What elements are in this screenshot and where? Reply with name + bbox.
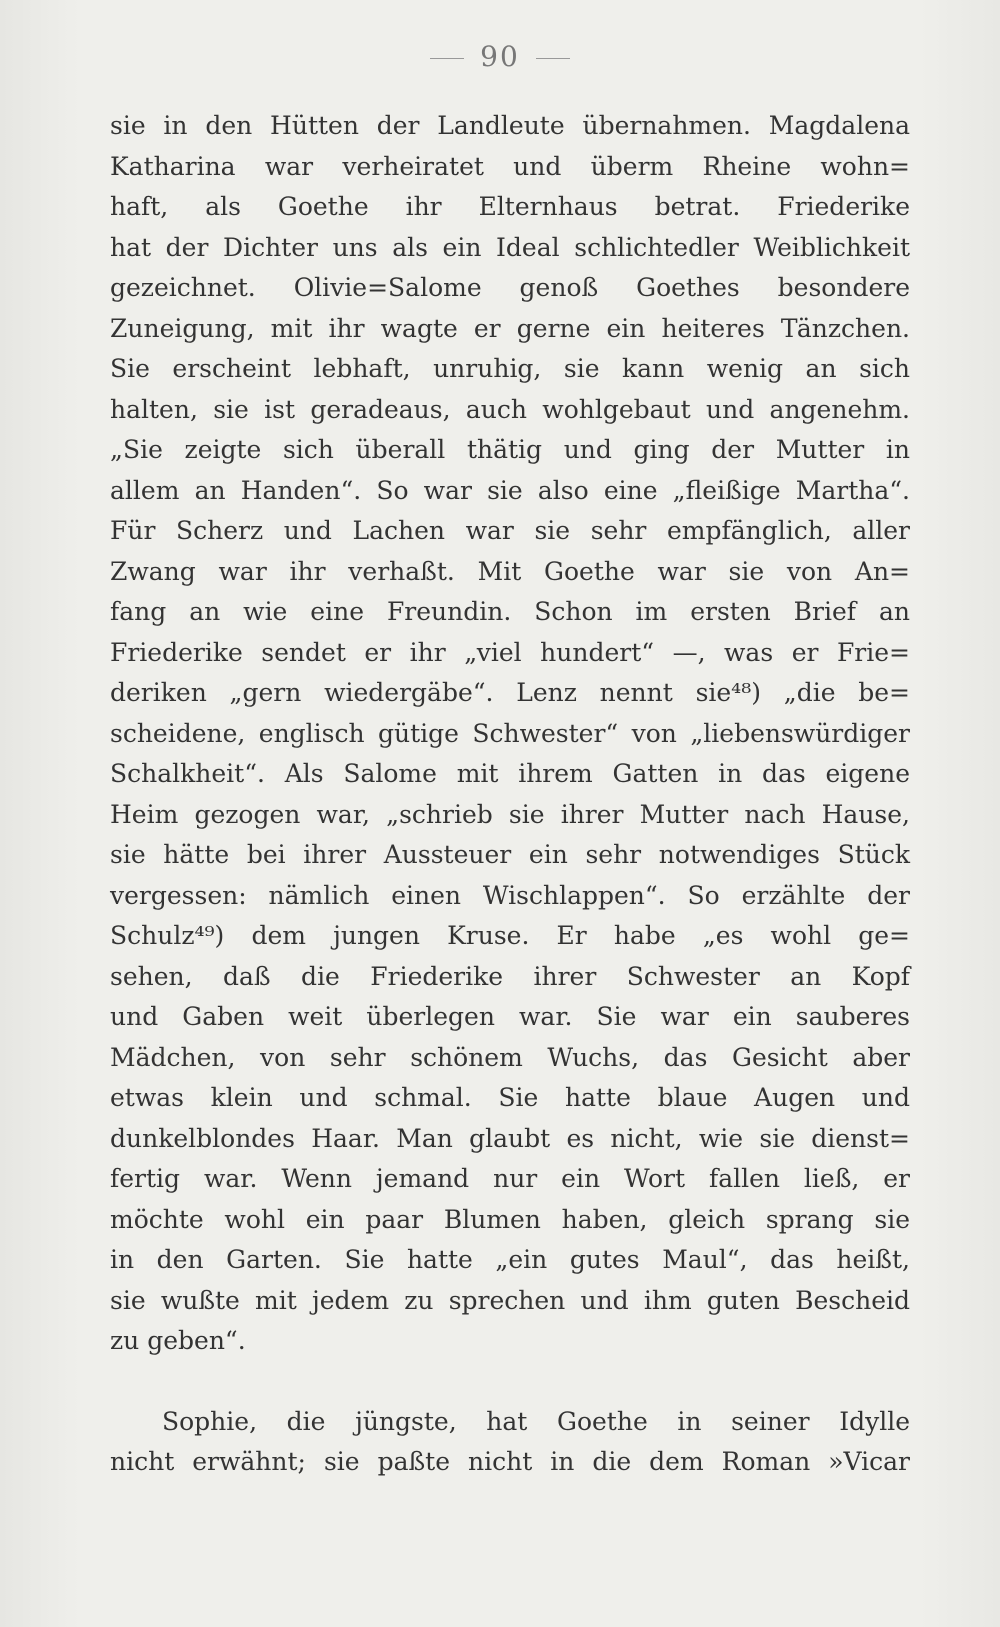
paragraph — [110, 1402, 910, 1483]
text-line: Heim gezogen war, „schrieb sie ihrer Mutter nach Hause, — [110, 799, 910, 829]
text-line: sie in den Hütten der Landleute übernahmen. Magdalena — [110, 111, 910, 140]
text-line: Sie erscheint lebhaft, unruhig, sie kann wenig an sich — [110, 354, 910, 383]
text-line: zu geben“. — [110, 1326, 246, 1355]
text-line: in den Garten. Sie hatte „ein gutes Maul“, das heißt, — [110, 1245, 910, 1274]
text-line: „Sie zeigte sich überall thätig und ging der Mutter in — [110, 435, 910, 464]
text-line: Zuneigung, mit ihr wagte er gerne ein heiteres Tänzchen. — [110, 313, 910, 343]
body-text — [110, 106, 910, 1483]
text-line: scheidene, englisch gütige Schwester“ von „liebenswürdiger — [110, 718, 910, 748]
text-line: fang an wie eine Freundin. Schon im ersten Brief an — [110, 597, 910, 626]
text-line: deriken „gern wiedergäbe“. Lenz nennt sie⁴⁸) „die be= — [110, 678, 910, 707]
text-line: Sophie, die jüngste, hat Goethe in seiner Idylle — [162, 1406, 910, 1436]
text-line: sie hätte bei ihrer Aussteuer ein sehr notwendiges Stück — [110, 840, 910, 869]
text-line: möchte wohl ein paar Blumen haben, gleich sprang sie — [110, 1204, 910, 1234]
text-line: Katharina war verheiratet und überm Rheine wohn= — [110, 151, 910, 181]
text-line: halten, sie ist geradeaus, auch wohlgebaut und angenehm. — [110, 394, 910, 424]
text-line: gezeichnet. Olivie=Salome genoß Goethes besondere — [110, 273, 910, 302]
text-line: fertig war. Wenn jemand nur ein Wort fallen ließ, er — [110, 1164, 910, 1193]
page-number — [0, 40, 1000, 73]
paragraph — [110, 106, 910, 1362]
text-line: haft, als Goethe ihr Elternhaus betrat. Friederike — [110, 192, 910, 221]
page-number-dash-right — [536, 58, 570, 59]
text-line: Für Scherz und Lachen war sie sehr empfänglich, aller — [110, 516, 910, 545]
text-line: nicht erwähnt; sie paßte nicht in die dem Roman »Vicar — [110, 1447, 910, 1476]
text-line: dunkelblondes Haar. Man glaubt es nicht, wie sie dienst= — [110, 1123, 910, 1153]
text-line: Schalkheit“. Als Salome mit ihrem Gatten in das eigene — [110, 759, 910, 788]
page-number-dash-left — [430, 58, 464, 59]
page-number-value: 90 — [480, 40, 520, 73]
text-line: Mädchen, von sehr schönem Wuchs, das Gesicht aber — [110, 1042, 910, 1072]
text-line: sehen, daß die Friederike ihrer Schwester an Kopf — [110, 961, 910, 991]
text-line: und Gaben weit überlegen war. Sie war ein sauberes — [110, 1002, 910, 1031]
text-line: etwas klein und schmal. Sie hatte blaue Augen und — [110, 1083, 910, 1112]
text-line: Schulz⁴⁹) dem jungen Kruse. Er habe „es wohl ge= — [110, 921, 910, 950]
text-line: sie wußte mit jedem zu sprechen und ihm guten Bescheid — [110, 1285, 910, 1315]
text-line: Friederike sendet er ihr „viel hundert“ —, was er Frie= — [110, 637, 910, 667]
text-line: vergessen: nämlich einen Wischlappen“. So erzählte der — [110, 880, 910, 910]
text-line: Zwang war ihr verhaßt. Mit Goethe war sie von An= — [110, 556, 910, 586]
text-line: hat der Dichter uns als ein Ideal schlichtedler Weiblichkeit — [110, 232, 910, 262]
text-line: allem an Handen“. So war sie also eine „fleißige Martha“. — [110, 475, 910, 505]
paragraph-gap — [110, 1362, 910, 1402]
